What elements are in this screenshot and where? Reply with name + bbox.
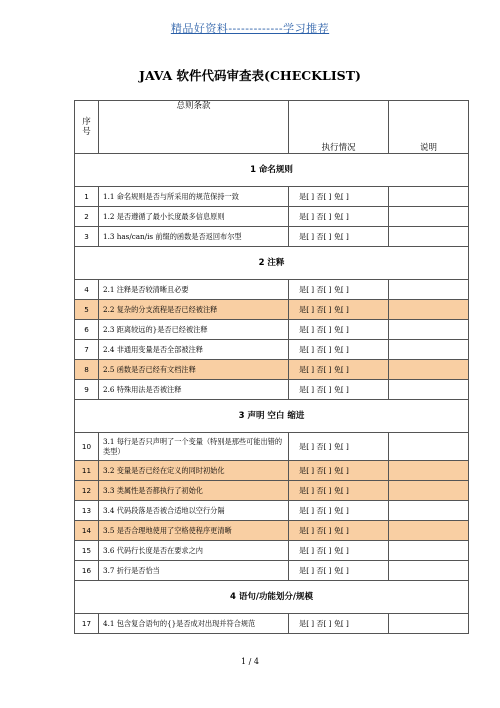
header-link[interactable]: 精品好资料-------------学习推荐 [170, 22, 330, 35]
row-exec-options[interactable]: 是[ ] 否[ ] 免[ ] [289, 207, 389, 227]
table-row [75, 207, 469, 227]
row-item-text: 3.1 每行是否只声明了一个变量（特别是那些可能出错的类型） [99, 433, 289, 461]
row-exec-options[interactable]: 是[ ] 否[ ] 免[ ] [289, 461, 389, 481]
row-note-cell[interactable] [389, 433, 469, 461]
section-row [75, 247, 469, 280]
table-row [75, 521, 469, 541]
table-row [75, 541, 469, 561]
table-row [75, 320, 469, 340]
row-item-text: 2.1 注释是否较清晰且必要 [99, 280, 289, 300]
row-note-cell[interactable] [389, 380, 469, 400]
table-row [75, 614, 469, 634]
row-number: 11 [75, 461, 99, 481]
header-note: 说明 [389, 101, 469, 154]
row-number: 15 [75, 541, 99, 561]
table-row [75, 300, 469, 320]
row-note-cell[interactable] [389, 614, 469, 634]
row-number: 16 [75, 561, 99, 581]
row-exec-options[interactable]: 是[ ] 否[ ] 免[ ] [289, 280, 389, 300]
row-exec-options[interactable]: 是[ ] 否[ ] 免[ ] [289, 481, 389, 501]
row-item-text: 3.2 变量是否已经在定义的同时初始化 [99, 461, 289, 481]
table-row [75, 187, 469, 207]
row-item-text: 1.1 命名规则是否与所采用的规范保持一致 [99, 187, 289, 207]
row-exec-options[interactable]: 是[ ] 否[ ] 免[ ] [289, 614, 389, 634]
row-item-text: 1.2 是否遵循了最小长度最多信息原则 [99, 207, 289, 227]
row-exec-options[interactable]: 是[ ] 否[ ] 免[ ] [289, 300, 389, 320]
checklist-table [74, 100, 469, 634]
row-item-text: 3.7 折行是否恰当 [99, 561, 289, 581]
row-number: 10 [75, 433, 99, 461]
row-number: 2 [75, 207, 99, 227]
row-item-text: 2.3 距离较远的}是否已经被注释 [99, 320, 289, 340]
row-note-cell[interactable] [389, 300, 469, 320]
row-exec-options[interactable]: 是[ ] 否[ ] 免[ ] [289, 320, 389, 340]
row-exec-options[interactable]: 是[ ] 否[ ] 免[ ] [289, 380, 389, 400]
row-number: 1 [75, 187, 99, 207]
row-note-cell[interactable] [389, 561, 469, 581]
section-row [75, 581, 469, 614]
row-note-cell[interactable] [389, 461, 469, 481]
row-note-cell[interactable] [389, 280, 469, 300]
row-exec-options[interactable]: 是[ ] 否[ ] 免[ ] [289, 521, 389, 541]
row-item-text: 3.5 是否合理地使用了空格使程序更清晰 [99, 521, 289, 541]
document-title: JAVA 软件代码审查表(CHECKLIST) [139, 68, 361, 83]
row-item-text: 3.6 代码行长度是否在要求之内 [99, 541, 289, 561]
row-exec-options[interactable]: 是[ ] 否[ ] 免[ ] [289, 340, 389, 360]
row-item-text: 4.1 包含复合语句的{}是否成对出现并符合规范 [99, 614, 289, 634]
row-item-text: 1.3 has/can/is 前缀的函数是否返回布尔型 [99, 227, 289, 247]
row-exec-options[interactable]: 是[ ] 否[ ] 免[ ] [289, 360, 389, 380]
table-row [75, 280, 469, 300]
table-row [75, 360, 469, 380]
row-note-cell[interactable] [389, 360, 469, 380]
row-number: 14 [75, 521, 99, 541]
section-title: 2 注释 [75, 247, 469, 280]
row-note-cell[interactable] [389, 227, 469, 247]
row-exec-options[interactable]: 是[ ] 否[ ] 免[ ] [289, 227, 389, 247]
header-exec: 执行情况 [289, 101, 389, 154]
row-number: 9 [75, 380, 99, 400]
row-exec-options[interactable]: 是[ ] 否[ ] 免[ ] [289, 187, 389, 207]
row-note-cell[interactable] [389, 481, 469, 501]
row-number: 3 [75, 227, 99, 247]
row-exec-options[interactable]: 是[ ] 否[ ] 免[ ] [289, 501, 389, 521]
row-item-text: 2.2 复杂的分支流程是否已经被注释 [99, 300, 289, 320]
section-title: 4 语句/功能划分/规模 [75, 581, 469, 614]
table-header-row [75, 101, 469, 154]
section-row [75, 400, 469, 433]
row-number: 4 [75, 280, 99, 300]
row-note-cell[interactable] [389, 340, 469, 360]
row-exec-options[interactable]: 是[ ] 否[ ] 免[ ] [289, 561, 389, 581]
row-number: 7 [75, 340, 99, 360]
header-item: 总则条款 [99, 101, 289, 154]
row-note-cell[interactable] [389, 541, 469, 561]
table-row [75, 433, 469, 461]
table-row [75, 481, 469, 501]
row-note-cell[interactable] [389, 207, 469, 227]
row-item-text: 2.4 非通用变量是否全部被注释 [99, 340, 289, 360]
row-number: 5 [75, 300, 99, 320]
section-row [75, 154, 469, 187]
header-seq [75, 101, 99, 154]
row-note-cell[interactable] [389, 320, 469, 340]
section-title: 1 命名规则 [75, 154, 469, 187]
row-number: 17 [75, 614, 99, 634]
row-exec-options[interactable]: 是[ ] 否[ ] 免[ ] [289, 433, 389, 461]
row-note-cell[interactable] [389, 501, 469, 521]
row-item-text: 2.6 特殊用法是否被注释 [99, 380, 289, 400]
table-row [75, 561, 469, 581]
header-seq-label: 序 号 [82, 117, 91, 137]
row-item-text: 3.4 代码段落是否被合适地以空行分隔 [99, 501, 289, 521]
row-note-cell[interactable] [389, 521, 469, 541]
row-number: 6 [75, 320, 99, 340]
row-number: 12 [75, 481, 99, 501]
row-note-cell[interactable] [389, 187, 469, 207]
table-row [75, 501, 469, 521]
table-row [75, 340, 469, 360]
table-row [75, 461, 469, 481]
page-number: 1 / 4 [241, 657, 259, 666]
row-number: 8 [75, 360, 99, 380]
row-exec-options[interactable]: 是[ ] 否[ ] 免[ ] [289, 541, 389, 561]
table-row [75, 380, 469, 400]
table-row [75, 227, 469, 247]
row-item-text: 2.5 函数是否已经有文档注释 [99, 360, 289, 380]
section-title: 3 声明 空白 缩进 [75, 400, 469, 433]
row-item-text: 3.3 类属性是否都执行了初始化 [99, 481, 289, 501]
row-number: 13 [75, 501, 99, 521]
